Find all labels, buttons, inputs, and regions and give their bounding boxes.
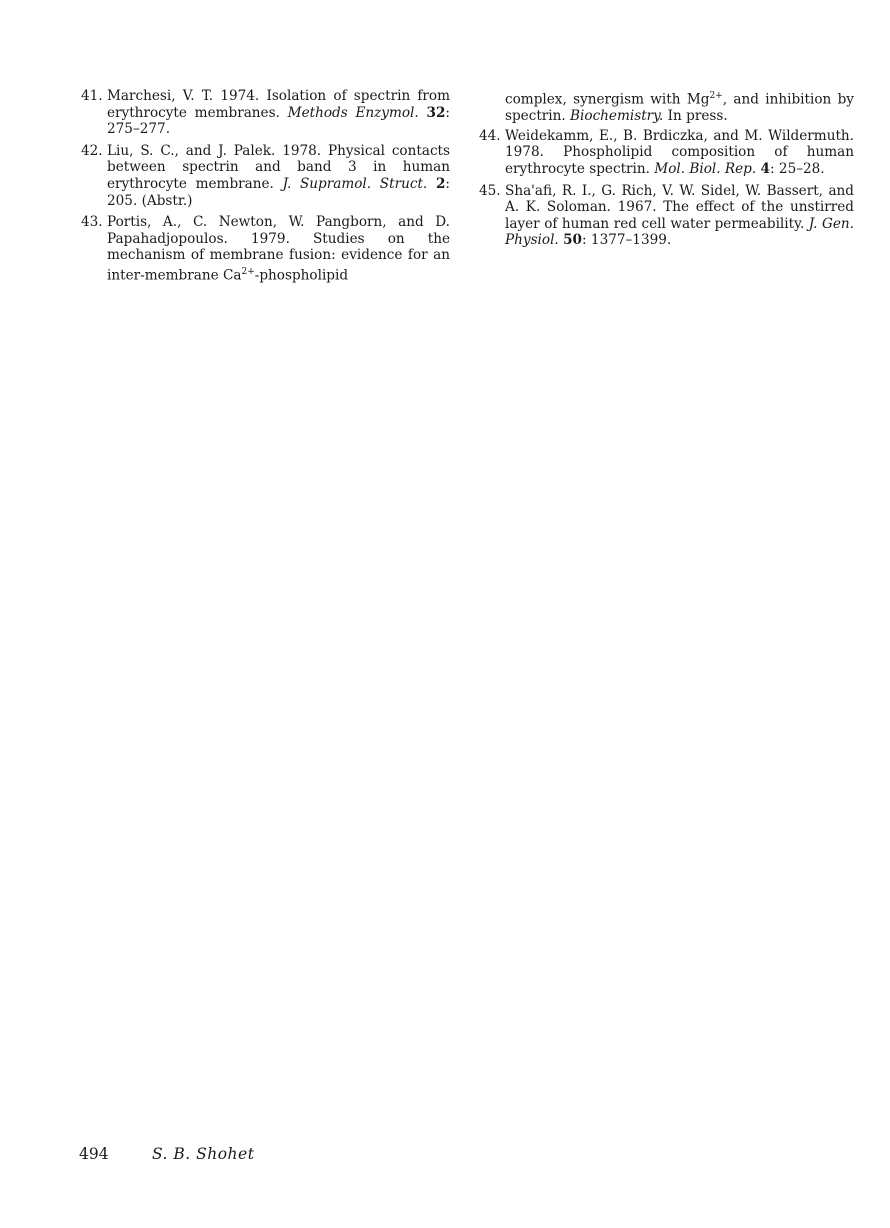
reference-41 [78, 88, 450, 138]
volume-number: 50 [563, 232, 583, 249]
journal-name: Methods Enzymol. [287, 104, 419, 121]
page-footer [79, 1145, 254, 1163]
reference-citation: , and inhibition by spectrin. [505, 91, 854, 125]
reference-citation: Sha'afi, R. I., G. Rich, V. W. Sidel, W. Bassert, and A. K. Soloman. 1967. The effect of the unstirred layer of human red cell water permeability. [505, 182, 854, 232]
page-range: : 205. (Abstr.) [107, 175, 450, 209]
reference-list-left-column [78, 88, 450, 289]
volume-number: 2 [435, 175, 446, 192]
journal-name: Mol. Biol. Rep. [654, 160, 757, 177]
page-range: : 25–28. [770, 160, 825, 177]
reference-43 [78, 214, 450, 284]
reference-45 [476, 183, 854, 249]
reference-number: 42. [81, 142, 103, 159]
publication-status: In press. [663, 108, 728, 125]
superscript: 2+ [709, 91, 723, 101]
volume-number: 4 [760, 160, 771, 177]
reference-citation: Marchesi, V. T. 1974. Isolation of spectrin from erythrocyte membranes. [107, 88, 450, 121]
reference-44 [476, 128, 854, 178]
reference-citation: complex, synergism with Mg [505, 91, 710, 108]
reference-list-right-column [476, 88, 854, 254]
page-number: 494 [79, 1145, 109, 1163]
reference-citation: Liu, S. C., and J. Palek. 1978. Physical contacts between spectrin and band 3 in human erythrocyte membrane. [107, 142, 450, 192]
reference-citation-rest: -phospholipid [254, 267, 349, 284]
volume-number: 32 [426, 104, 446, 121]
reference-42 [78, 143, 450, 209]
running-author: S. B. Shohet [151, 1145, 255, 1163]
journal-name: J. Supramol. Struct. [282, 175, 428, 192]
reference-43-continuation [476, 88, 854, 125]
reference-number: 45. [479, 182, 501, 199]
page-range: : 1377–1399. [582, 232, 672, 249]
journal-name: J. Gen. Physiol. [505, 215, 854, 249]
reference-citation: Portis, A., C. Newton, W. Pangborn, and D. Papahadjopoulos. 1979. Studies on the mechanism of membrane fusion: evidence for an inter-membrane Ca [107, 214, 450, 284]
journal-name: Biochemistry. [570, 108, 664, 125]
page-range: : 275–277. [107, 104, 450, 138]
reference-number: 43. [81, 214, 103, 231]
reference-number: 44. [479, 127, 501, 144]
superscript: 2+ [241, 266, 255, 277]
reference-number: 41. [81, 88, 103, 104]
reference-citation: Weidekamm, E., B. Brdiczka, and M. Wildermuth. 1978. Phospholipid composition of human erythrocyte spectrin. [505, 127, 854, 177]
